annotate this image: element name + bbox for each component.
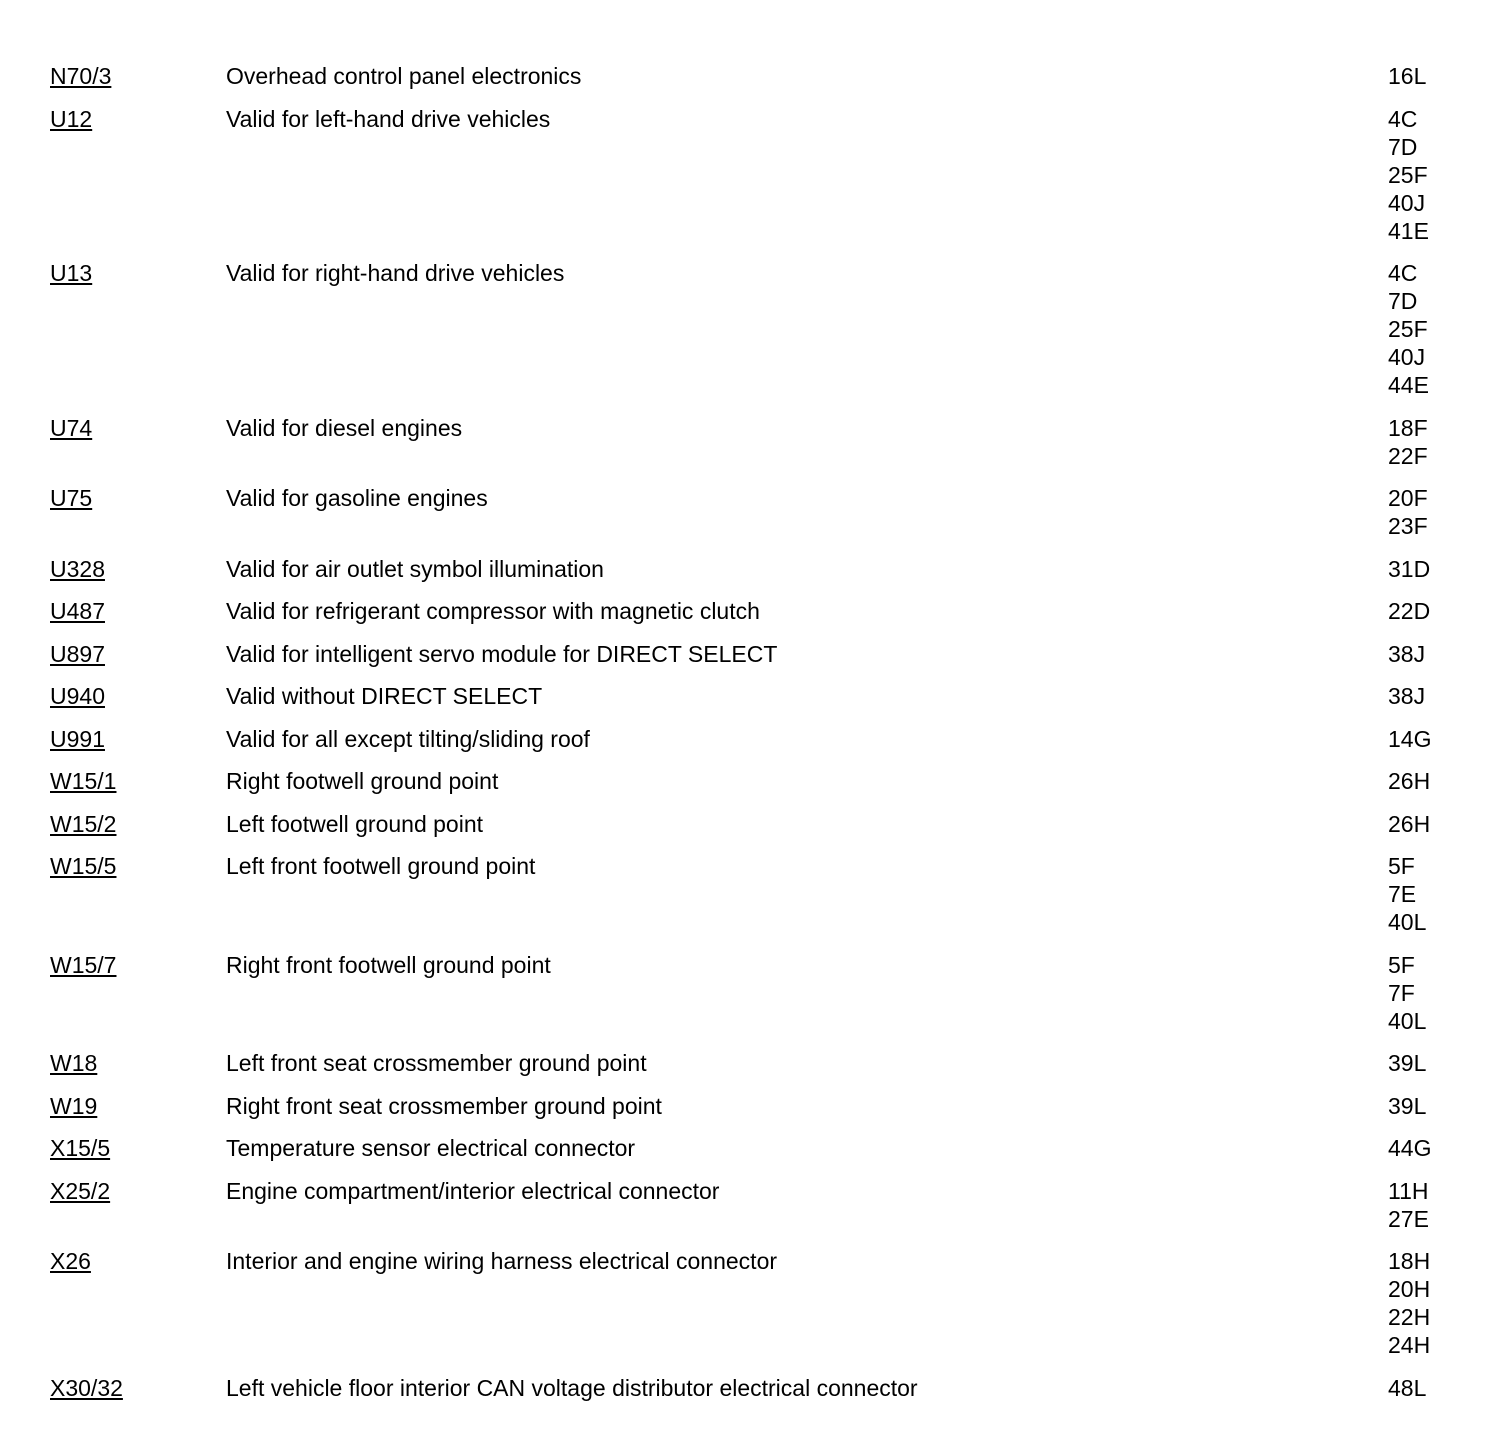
legend-row bbox=[0, 1092, 1504, 1120]
grid-reference[interactable]: 31D bbox=[1388, 555, 1431, 582]
component-description: Left front footwell ground point bbox=[226, 853, 536, 879]
grid-reference[interactable]: 40L bbox=[1388, 909, 1427, 935]
legend-row bbox=[0, 414, 1504, 470]
grid-reference[interactable]: 23F bbox=[1388, 513, 1428, 539]
grid-reference[interactable]: 22H bbox=[1388, 1304, 1431, 1330]
grid-reference-list bbox=[1388, 1374, 1504, 1402]
legend-row bbox=[0, 597, 1504, 625]
legend-row bbox=[0, 1049, 1504, 1077]
grid-reference[interactable]: 22F bbox=[1388, 442, 1428, 469]
component-code-link[interactable]: U328 bbox=[50, 555, 105, 582]
grid-reference[interactable]: 7D bbox=[1388, 288, 1418, 314]
grid-reference-list bbox=[1388, 852, 1504, 936]
component-code-link[interactable]: W19 bbox=[50, 1092, 98, 1119]
grid-reference[interactable]: 40J bbox=[1388, 189, 1426, 216]
component-code-link[interactable]: U897 bbox=[50, 640, 105, 667]
grid-reference[interactable]: 48L bbox=[1388, 1374, 1427, 1401]
component-description: Temperature sensor electrical connector bbox=[226, 1135, 636, 1161]
grid-reference[interactable]: 7D bbox=[1388, 133, 1418, 160]
grid-reference-list bbox=[1388, 484, 1504, 540]
component-code-link[interactable]: X15/5 bbox=[50, 1135, 111, 1161]
component-description: Right front seat crossmember ground point bbox=[226, 1092, 662, 1119]
legend-row bbox=[0, 852, 1504, 936]
legend-row bbox=[0, 259, 1504, 399]
component-code-link[interactable]: W15/2 bbox=[50, 810, 117, 837]
grid-reference[interactable]: 39L bbox=[1388, 1092, 1427, 1119]
component-description: Right footwell ground point bbox=[226, 768, 499, 794]
grid-reference-list bbox=[1388, 1134, 1504, 1162]
grid-reference[interactable]: 44E bbox=[1388, 372, 1429, 398]
grid-reference[interactable]: 11H bbox=[1388, 1177, 1429, 1204]
component-code-link[interactable]: U487 bbox=[50, 598, 105, 624]
component-description: Engine compartment/interior electrical connector bbox=[226, 1177, 720, 1204]
grid-reference[interactable]: 18H bbox=[1388, 1248, 1431, 1274]
component-code-link[interactable]: W15/1 bbox=[50, 768, 117, 794]
component-code-link[interactable]: U75 bbox=[50, 485, 93, 511]
grid-reference[interactable]: 20F bbox=[1388, 485, 1428, 511]
legend-row bbox=[0, 767, 1504, 795]
component-code-link[interactable]: U12 bbox=[50, 105, 93, 132]
legend-row bbox=[0, 725, 1504, 753]
legend-row bbox=[0, 555, 1504, 583]
component-code-link[interactable]: W15/5 bbox=[50, 853, 117, 879]
component-code-link[interactable]: X25/2 bbox=[50, 1177, 111, 1204]
component-description: Valid for intelligent servo module for DIRECT SELECT bbox=[226, 640, 778, 667]
grid-reference[interactable]: 24H bbox=[1388, 1332, 1431, 1358]
legend-row bbox=[0, 640, 1504, 668]
grid-reference-list bbox=[1388, 640, 1504, 668]
component-code-link[interactable]: U74 bbox=[50, 414, 93, 441]
component-description: Left footwell ground point bbox=[226, 810, 484, 837]
component-description: Overhead control panel electronics bbox=[226, 63, 582, 89]
legend-row bbox=[0, 484, 1504, 540]
grid-reference[interactable]: 27E bbox=[1388, 1205, 1429, 1232]
component-code-link[interactable]: U940 bbox=[50, 683, 105, 709]
grid-reference-list bbox=[1388, 597, 1504, 625]
component-description: Valid for gasoline engines bbox=[226, 485, 488, 511]
grid-reference[interactable]: 41E bbox=[1388, 217, 1429, 244]
grid-reference-list bbox=[1388, 555, 1504, 583]
grid-reference-list bbox=[1388, 1049, 1504, 1077]
grid-reference[interactable]: 25F bbox=[1388, 161, 1428, 188]
grid-reference-list bbox=[1388, 767, 1504, 795]
grid-reference[interactable]: 26H bbox=[1388, 810, 1431, 837]
grid-reference[interactable]: 14G bbox=[1388, 725, 1432, 752]
component-description: Right front footwell ground point bbox=[226, 951, 551, 978]
component-description: Valid without DIRECT SELECT bbox=[226, 683, 543, 709]
grid-reference[interactable]: 25F bbox=[1388, 316, 1428, 342]
legend-row bbox=[0, 1374, 1504, 1402]
grid-reference[interactable]: 4C bbox=[1388, 260, 1418, 286]
component-code-link[interactable]: X30/32 bbox=[50, 1374, 123, 1401]
legend-row bbox=[0, 62, 1504, 90]
component-code-link[interactable]: U991 bbox=[50, 725, 105, 752]
grid-reference[interactable]: 16L bbox=[1388, 63, 1427, 89]
grid-reference[interactable]: 40L bbox=[1388, 1007, 1427, 1034]
grid-reference[interactable]: 22D bbox=[1388, 598, 1431, 624]
grid-reference[interactable]: 5F bbox=[1388, 951, 1415, 978]
legend-row bbox=[0, 1177, 1504, 1233]
grid-reference-list bbox=[1388, 105, 1504, 245]
grid-reference-list bbox=[1388, 1092, 1504, 1120]
legend-row bbox=[0, 1247, 1504, 1359]
grid-reference-list bbox=[1388, 414, 1504, 470]
component-code-link[interactable]: W15/7 bbox=[50, 951, 117, 978]
grid-reference[interactable]: 38J bbox=[1388, 640, 1426, 667]
grid-reference[interactable]: 7F bbox=[1388, 979, 1415, 1006]
grid-reference[interactable]: 44G bbox=[1388, 1135, 1432, 1161]
grid-reference-list bbox=[1388, 1247, 1504, 1359]
grid-reference[interactable]: 39L bbox=[1388, 1050, 1427, 1076]
grid-reference-list bbox=[1388, 682, 1504, 710]
grid-reference-list bbox=[1388, 951, 1504, 1035]
grid-reference[interactable]: 5F bbox=[1388, 853, 1415, 879]
legend-row bbox=[0, 682, 1504, 710]
component-code-link[interactable]: X26 bbox=[50, 1248, 91, 1274]
grid-reference[interactable]: 7E bbox=[1388, 881, 1417, 907]
legend-row bbox=[0, 951, 1504, 1035]
grid-reference[interactable]: 20H bbox=[1388, 1276, 1431, 1302]
component-description: Valid for diesel engines bbox=[226, 414, 463, 441]
grid-reference-list bbox=[1388, 725, 1504, 753]
component-description: Valid for left-hand drive vehicles bbox=[226, 105, 551, 132]
grid-reference-list bbox=[1388, 62, 1504, 90]
component-code-link[interactable]: N70/3 bbox=[50, 63, 112, 89]
grid-reference[interactable]: 38J bbox=[1388, 683, 1426, 709]
grid-reference[interactable]: 40J bbox=[1388, 344, 1426, 370]
grid-reference-list bbox=[1388, 1177, 1504, 1233]
component-description: Left front seat crossmember ground point bbox=[226, 1050, 647, 1076]
component-description: Left vehicle floor interior CAN voltage distributor electrical connector bbox=[226, 1374, 918, 1401]
legend-row bbox=[0, 810, 1504, 838]
component-code-link[interactable]: U13 bbox=[50, 260, 93, 286]
component-description: Interior and engine wiring harness electrical connector bbox=[226, 1248, 778, 1274]
component-description: Valid for air outlet symbol illumination bbox=[226, 555, 604, 582]
grid-reference-list bbox=[1388, 810, 1504, 838]
component-code-link[interactable]: W18 bbox=[50, 1050, 98, 1076]
component-description: Valid for right-hand drive vehicles bbox=[226, 260, 565, 286]
grid-reference[interactable]: 18F bbox=[1388, 414, 1428, 441]
grid-reference-list bbox=[1388, 259, 1504, 399]
legend-row bbox=[0, 1134, 1504, 1162]
grid-reference[interactable]: 4C bbox=[1388, 105, 1418, 132]
component-description: Valid for refrigerant compressor with magnetic clutch bbox=[226, 598, 760, 624]
grid-reference[interactable]: 26H bbox=[1388, 768, 1431, 794]
component-description: Valid for all except tilting/sliding roof bbox=[226, 725, 590, 752]
legend-row bbox=[0, 105, 1504, 245]
